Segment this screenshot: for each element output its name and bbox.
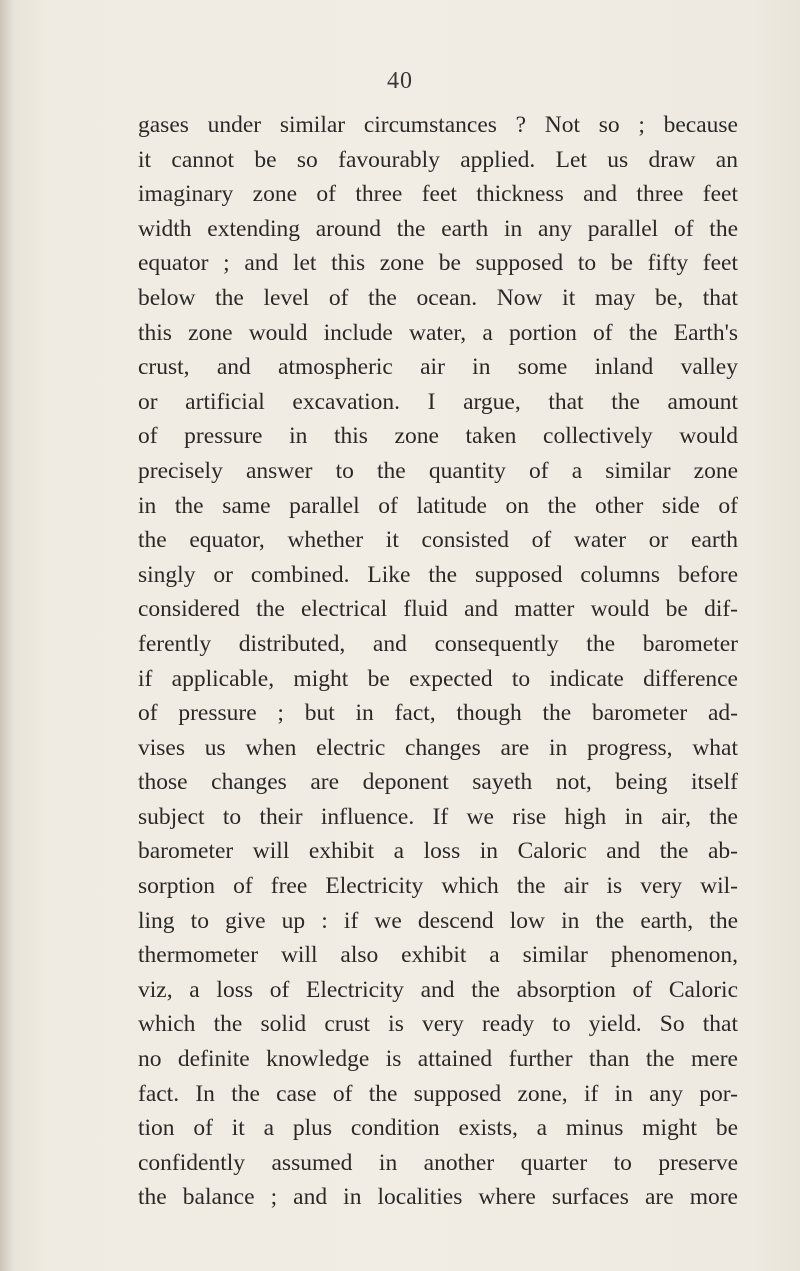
text-line: width extending around the earth in any parallel of the bbox=[138, 215, 738, 242]
text-line: tion of it a plus condition exists, a minus might be bbox=[138, 1115, 738, 1142]
text-line: it cannot be so favourably applied. Let us draw an bbox=[138, 146, 738, 173]
text-line: those changes are deponent sayeth not, being itself bbox=[138, 769, 738, 796]
text-line: considered the electrical fluid and matter would be dif- bbox=[138, 596, 738, 623]
text-line: no definite knowledge is attained further than the mere bbox=[138, 1046, 738, 1073]
text-line: of pressure in this zone taken collectively would bbox=[138, 423, 738, 450]
text-line: this zone would include water, a portion of the Earth's bbox=[138, 319, 738, 346]
text-line: below the level of the ocean. Now it may be, that bbox=[138, 284, 738, 311]
text-line: ferently distributed, and consequently the barometer bbox=[138, 630, 738, 657]
text-line: which the solid crust is very ready to yield. So that bbox=[138, 1011, 738, 1038]
page-number: 40 bbox=[387, 68, 413, 94]
body-text bbox=[138, 108, 738, 1215]
text-line: precisely answer to the quantity of a similar zone bbox=[138, 457, 738, 484]
text-line: of pressure ; but in fact, though the barometer ad- bbox=[138, 700, 738, 727]
text-line: sorption of free Electricity which the air is very wil- bbox=[138, 873, 738, 900]
text-line: fact. In the case of the supposed zone, if in any por- bbox=[138, 1080, 738, 1107]
text-line: subject to their influence. If we rise high in air, the bbox=[138, 803, 738, 830]
text-line: equator ; and let this zone be supposed to be fifty feet bbox=[138, 250, 738, 277]
text-line: gases under similar circumstances ? Not so ; because bbox=[138, 112, 738, 138]
text-line: in the same parallel of latitude on the other side of bbox=[138, 492, 738, 519]
text-line: if applicable, might be expected to indicate difference bbox=[138, 665, 738, 692]
text-line: thermometer will also exhibit a similar phenomenon, bbox=[138, 942, 738, 969]
text-line: the equator, whether it consisted of water or earth bbox=[138, 527, 738, 554]
text-line: imaginary zone of three feet thickness and three feet bbox=[138, 181, 738, 208]
text-line: confidently assumed in another quarter to preserve bbox=[138, 1149, 738, 1176]
text-line: the balance ; and in localities where surfaces are more bbox=[138, 1184, 738, 1211]
text-line: vises us when electric changes are in progress, what bbox=[138, 734, 738, 761]
page-edge-shadow bbox=[0, 0, 14, 1271]
text-line: or artificial excavation. I argue, that the amount bbox=[138, 388, 738, 415]
text-line: barometer will exhibit a loss in Caloric and the ab- bbox=[138, 838, 738, 865]
text-line: viz, a loss of Electricity and the absorption of Caloric bbox=[138, 976, 738, 1003]
text-line: crust, and atmospheric air in some inland valley bbox=[138, 354, 738, 381]
text-line: singly or combined. Like the supposed columns before bbox=[138, 561, 738, 588]
text-line: ling to give up : if we descend low in the earth, the bbox=[138, 907, 738, 934]
